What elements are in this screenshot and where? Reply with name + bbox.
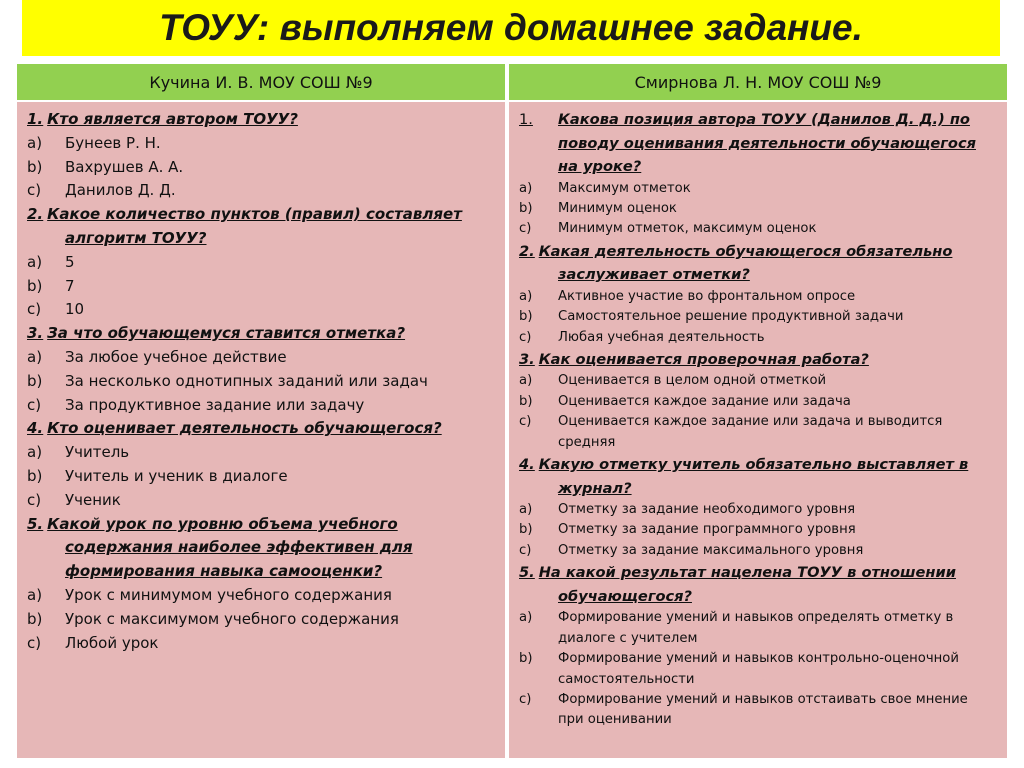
answer-text: Отметку за задание максимального уровня [558,542,864,558]
answer-text: Формирование умений и навыков определять отметку в диалоге с учителем [558,610,954,646]
answer-option [519,649,997,690]
answer-text: 10 [65,300,85,319]
answer-marker: a) [27,347,43,366]
answer-marker: b) [27,276,43,295]
question [519,108,997,179]
answer-option [519,412,997,453]
answer-text: 5 [65,252,75,271]
answer-text: За продуктивное задание или задачу [65,395,365,414]
answer-option [27,251,495,275]
answer-option [27,346,495,370]
question-block [519,240,997,348]
answer-option [519,287,997,307]
question-text: На какой результат нацелена ТОУУ в отношении обучающегося? [538,564,956,605]
question [519,561,997,608]
answer-text: Любой урок [65,633,159,652]
right-column-header: Смирнова Л. Н. МОУ СОШ №9 [509,64,1007,100]
answer-option [27,370,495,394]
title-banner [22,0,1000,56]
question-block [519,453,997,561]
answer-marker: c) [27,633,42,652]
question-number: 4. [519,456,535,474]
answer-marker: b) [27,371,43,390]
answer-marker: a) [519,502,533,518]
answer-text: Формирование умений и навыков контрольно-оценочной самостоятельности [558,651,959,687]
answer-option [27,584,495,608]
answer-text: Учитель и ученик в диалоге [65,466,288,485]
answer-marker: c) [519,691,532,707]
answer-marker: c) [27,300,42,319]
question [519,348,997,372]
question-text: Какую отметку учитель обязательно выставляет в журнал? [538,456,969,497]
answer-option [27,132,495,156]
question [27,513,495,584]
answer-marker: b) [519,200,533,216]
question-number: 5. [519,564,535,582]
question-block [27,108,495,203]
answer-marker: c) [27,181,42,200]
question-text: Какая деятельность обучающегося обязательно заслуживает отметки? [538,242,953,284]
question [519,240,997,287]
answer-text: Отметку за задание программного уровня [558,522,856,538]
answer-text: За любое учебное действие [65,347,287,366]
answer-option [519,219,997,239]
answer-text: Любая учебная деятельность [558,329,765,345]
answer-text: Минимум оценок [558,200,677,216]
answer-marker: a) [519,373,533,389]
answer-option [27,608,495,632]
answer-marker: b) [519,393,533,409]
question-number: 2. [519,242,535,260]
question-block [27,322,495,417]
answer-marker: a) [27,585,43,604]
answer-option [519,179,997,199]
question-text: Кто оценивает деятельность обучающегося? [47,419,442,438]
answer-text: Оценивается каждое задание или задача [558,393,851,409]
question-number: 3. [27,324,44,343]
answer-text: Урок с максимумом учебного содержания [65,609,399,628]
answer-marker: c) [27,395,42,414]
answer-marker: b) [27,157,43,176]
answer-marker: c) [519,221,532,237]
question-text: Кто является автором ТОУУ? [47,110,298,128]
question-number: 1. [27,110,44,128]
left-column-header: Кучина И. В. МОУ СОШ №9 [17,64,505,100]
answer-marker: a) [27,443,43,462]
answer-text: Учитель [65,443,130,462]
page-title: ТОУУ: выполняем домашнее задание. [159,7,863,48]
answer-marker: c) [519,329,532,345]
answer-text: Самостоятельное решение продуктивной задачи [558,309,904,325]
question-text: Какое количество пунктов (правил) составляет алгоритм ТОУУ? [47,205,462,247]
answer-text: Формирование умений и навыков отстаивать свое мнение при оценивании [558,691,968,728]
answer-option [519,608,997,649]
answer-option [519,307,997,327]
question [27,203,495,251]
answer-option [519,371,997,391]
answer-marker: b) [519,522,533,538]
answer-option [519,500,997,520]
question [27,322,495,346]
answer-option [27,179,495,203]
answer-marker: c) [519,414,532,430]
answer-option [27,156,495,180]
question-text: Как оценивается проверочная работа? [538,350,869,368]
question-block [27,203,495,322]
answer-option [519,328,997,348]
answer-marker: b) [519,309,533,325]
question [519,453,997,500]
answer-option [27,465,495,489]
answer-text: Бунеев Р. Н. [65,133,161,152]
question-block [519,348,997,453]
question-block [27,417,495,512]
answer-text: За несколько однотипных заданий или задач [65,371,428,390]
answer-text: Оценивается каждое задание или задача и выводится средняя [558,414,943,450]
answer-text: Активное участие во фронтальном опросе [558,288,856,304]
answer-marker: a) [27,252,43,271]
question-block [519,108,997,240]
answer-option [519,541,997,561]
answer-text: Вахрушев А. А. [65,157,184,176]
answer-option [519,392,997,412]
question-number: 5. [27,514,44,533]
answer-option [27,441,495,465]
answer-option [27,489,495,513]
question-text: Какова позиция автора ТОУУ (Данилов Д. Д.) по поводу оценивания деятельности обучающегося на уроке? [558,111,976,175]
question-block [27,513,495,656]
answer-text: Отметку за задание необходимого уровня [558,502,856,518]
answer-option [27,394,495,418]
answer-option [519,199,997,219]
right-questions-cell [509,102,1007,758]
question-text: За что обучающемуся ставится отметка? [47,324,406,343]
answer-text: Урок с минимумом учебного содержания [65,585,392,604]
answer-marker: b) [519,651,533,667]
answer-text: Максимум отметок [558,180,691,196]
question-number: 2. [27,205,44,224]
question [27,417,495,441]
answer-marker: c) [27,490,42,509]
answer-text: Оценивается в целом одной отметкой [558,373,827,389]
left-questions-cell [17,102,505,758]
question [27,108,495,132]
question-number: 4. [27,419,44,438]
answer-marker: b) [27,609,43,628]
answer-marker: a) [519,288,533,304]
answer-option [519,520,997,540]
answer-marker: a) [519,180,533,196]
answer-text: 7 [65,276,75,295]
answer-text: Данилов Д. Д. [65,181,176,200]
answer-marker: b) [27,466,43,485]
answer-marker: a) [27,133,43,152]
answer-text: Минимум отметок, максимум оценок [558,221,817,237]
question-text: Какой урок по уровню объема учебного содержания наиболее эффективен для формирования навыка самооценки? [47,514,413,581]
answer-text: Ученик [65,490,121,509]
answer-option [27,275,495,299]
question-block [519,561,997,730]
answer-option [27,298,495,322]
answer-option [519,690,997,731]
answer-option [27,632,495,656]
quiz-table [17,64,1007,758]
answer-marker: a) [519,610,533,626]
question-number: 3. [519,350,535,368]
answer-marker: c) [519,542,532,558]
question-number: 1. [519,111,533,128]
